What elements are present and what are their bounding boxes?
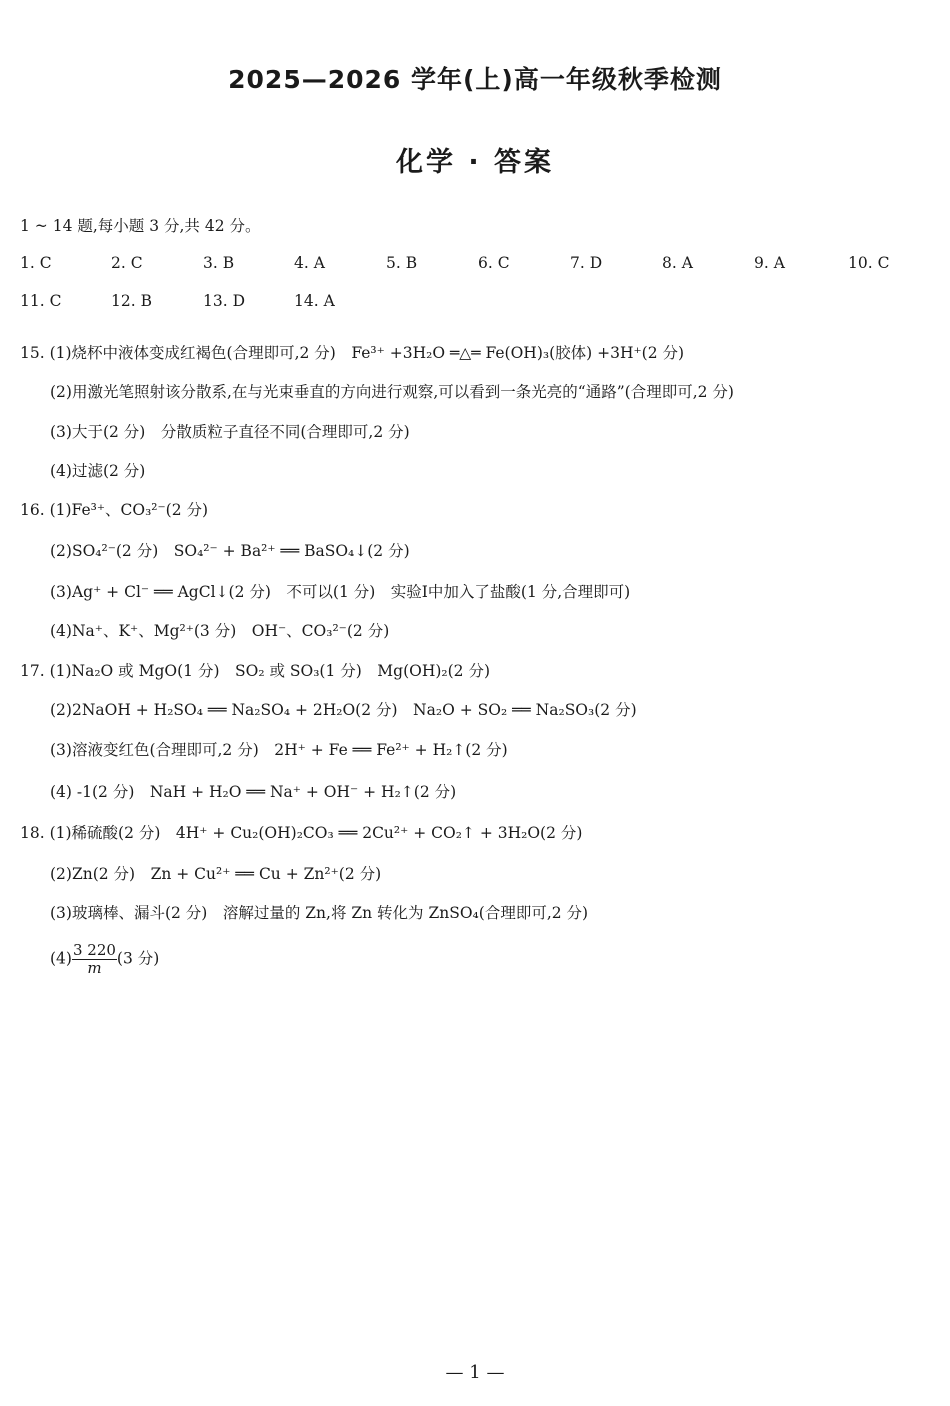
q16-part-1: 16. (1)Fe³⁺、CO₃²⁻(2 分): [20, 501, 209, 519]
q17-part-4: (4) -1(2 分) NaH + H₂O ══ Na⁺ + OH⁻ + H₂↑(2 分): [50, 783, 457, 801]
q15-part-4: (4)过滤(2 分): [50, 462, 146, 480]
q15-part-2: (2)用激光笔照射该分散系,在与光束垂直的方向进行观察,可以看到一条光亮的“通路”(合理即可,2 分): [50, 383, 734, 401]
q15-part-3: (3)大于(2 分) 分散质粒子直径不同(合理即可,2 分): [50, 423, 410, 441]
mc-answer: 8. A: [662, 254, 693, 272]
q18-part-2: (2)Zn(2 分) Zn + Cu²⁺ ══ Cu + Zn²⁺(2 分): [50, 865, 382, 883]
mc-answer: 11. C: [20, 292, 62, 310]
mc-answer: 9. A: [754, 254, 785, 272]
q16-part-3: (3)Ag⁺ + Cl⁻ ══ AgCl↓(2 分) 不可以(1 分) 实验Ⅰ中加入了盐酸(1 分,合理即可): [50, 583, 631, 601]
q18-part-3: (3)玻璃棒、漏斗(2 分) 溶解过量的 Zn,将 Zn 转化为 ZnSO₄(合理即可,2 分): [50, 904, 589, 922]
document-title: 2025—2026 学年(上)高一年级秋季检测: [228, 65, 722, 94]
q17-part-1: 17. (1)Na₂O 或 MgO(1 分) SO₂ 或 SO₃(1 分) Mg(OH)₂(2 分): [20, 662, 491, 680]
q17-part-3: (3)溶液变红色(合理即可,2 分) 2H⁺ + Fe ══ Fe²⁺ + H₂↑(2 分): [50, 741, 508, 759]
fraction-numerator: 3 220: [72, 941, 116, 959]
mc-answer: 2. C: [111, 254, 143, 272]
mc-answer: 3. B: [203, 254, 235, 272]
q18-part-4-score: (3 分): [116, 949, 160, 968]
mc-answer: 14. A: [294, 292, 335, 310]
q15-part-1: 15. (1)烧杯中液体变成红褐色(合理即可,2 分) Fe³⁺ +3H₂O ═△═ Fe(OH)₃(胶体) +3H⁺(2 分): [20, 344, 685, 362]
mc-answer: 7. D: [570, 254, 603, 272]
page-number: — 1 —: [445, 1362, 505, 1383]
q18-part-4-prefix: (4): [50, 949, 72, 968]
q17-part-2: (2)2NaOH + H₂SO₄ ══ Na₂SO₄ + 2H₂O(2 分) Na₂O + SO₂ ══ Na₂SO₃(2 分): [50, 701, 637, 719]
fraction-denominator: m: [87, 959, 102, 977]
mc-answer: 6. C: [478, 254, 510, 272]
document-subtitle: 化学 · 答案: [395, 147, 555, 178]
mc-answer: 5. B: [386, 254, 418, 272]
q18-part-4: [50, 942, 159, 977]
mc-answer: 12. B: [111, 292, 152, 310]
mc-intro: 1 ~ 14 题,每小题 3 分,共 42 分。: [20, 217, 261, 235]
mc-answer: 13. D: [203, 292, 246, 310]
mc-answer: 4. A: [294, 254, 325, 272]
mc-answer: 1. C: [20, 254, 52, 272]
q16-part-2: (2)SO₄²⁻(2 分) SO₄²⁻ + Ba²⁺ ══ BaSO₄↓(2 分): [50, 542, 410, 560]
q18-part-1: 18. (1)稀硫酸(2 分) 4H⁺ + Cu₂(OH)₂CO₃ ══ 2Cu²⁺ + CO₂↑ + 3H₂O(2 分): [20, 824, 583, 842]
q16-part-4: (4)Na⁺、K⁺、Mg²⁺(3 分) OH⁻、CO₃²⁻(2 分): [50, 622, 390, 640]
mc-answer: 10. C: [848, 254, 890, 272]
fraction: [72, 942, 117, 977]
